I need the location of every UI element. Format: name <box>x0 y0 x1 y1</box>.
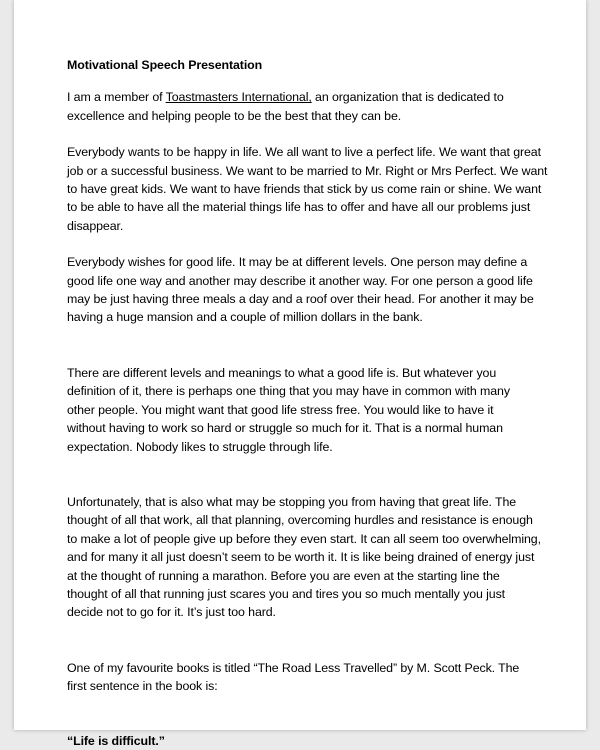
document-title: Motivational Speech Presentation <box>67 58 263 72</box>
paragraph-good-life: Everybody wishes for good life. It may be at different levels. One person may define a good life one way and another may describe it another way. For one person a good life may be just having three meals a day and a roof over their head. For another it may be having a huge mansion and a couple of million dollars in the bank. <box>67 255 534 325</box>
organization-link[interactable]: Toastmasters International, <box>165 90 312 105</box>
intro-text-after: an organization that is dedicated to excellence and helping people to be the best that they can be. <box>67 90 504 123</box>
document-body <box>67 56 547 750</box>
book-quote: “Life is difficult.” <box>67 733 165 748</box>
paragraph-levels: There are different levels and meanings to what a good life is. But whatever you definition of it, there is perhaps one thing that you may have in common with many other people. You might want that good life stress free. You would like to have it without having to work so hard or struggle so much for it. That is a normal human expectation. Nobody likes to struggle through life. <box>67 365 510 454</box>
paragraph-happiness: Everybody wants to be happy in life. We all want to live a perfect life. We want that great job or a successful business. We want to be married to Mr. Right or Mrs Perfect. We want to have great kids. We want to have friends that stick by us come rain or shine. We want to be able to have all the material things life has to offer and have all our problems just disappear. <box>67 145 548 233</box>
intro-paragraph <box>67 88 543 125</box>
paragraph-favourite-book: One of my favourite books is titled “The Road Less Travelled” by M. Scott Peck. The first sentence in the book is: <box>67 660 520 694</box>
paragraph-unfortunately: Unfortunately, that is also what may be stopping you from having that great life. The thought of all that work, all that planning, overcoming hurdles and resistance is enough to make a lot of people give up before they even start. It can all seem too overwhelming, and for many it all just doesn’t seem to be worth it. It is like being drained of energy just at the thought of running a marathon. Before you are even at the starting line the thought of all that running just scares you and tires you so much mentally you just decide not to go for it. It’s just too hard. <box>67 494 541 620</box>
document-page <box>14 0 586 748</box>
intro-text-before: I am a member of <box>67 90 166 105</box>
